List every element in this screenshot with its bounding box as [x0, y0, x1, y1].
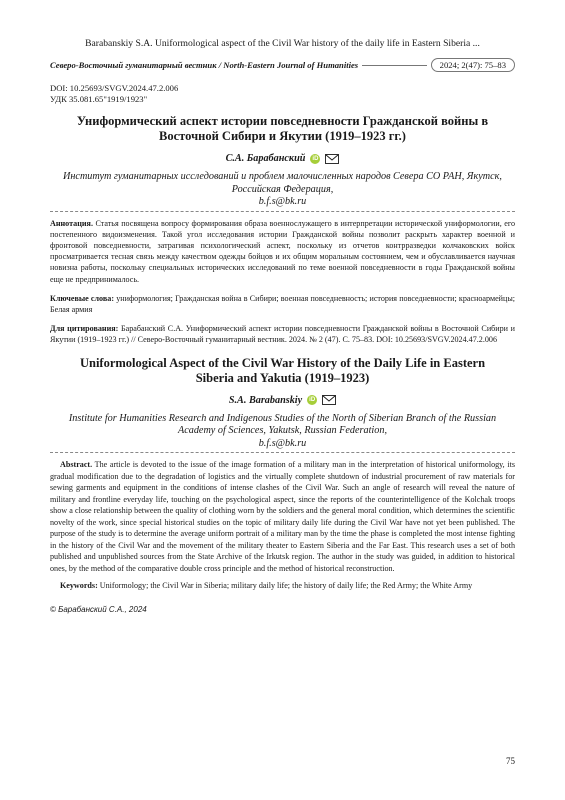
keywords-en-text: Uniformology; the Civil War in Siberia; military daily life; the history of daily life; the Red Army; the White Army [97, 581, 473, 591]
divider-en [50, 452, 515, 453]
author-ru: С.А. Барабанский [225, 153, 306, 164]
keywords-ru-label: Ключевые слова: [50, 293, 115, 303]
orcid-icon[interactable]: iD [309, 397, 316, 404]
affiliation-ru [50, 171, 515, 209]
abstract-ru-label: Аннотация. [50, 218, 93, 228]
title-en: Uniformological Aspect of the Civil War History of the Daily Life in Eastern Siberia and Yakutia (1919–1923) [79, 355, 486, 385]
article-meta [50, 83, 515, 105]
keywords-ru-text: униформология; Гражданская война в Сибири; военная повседневность; история повседневности; красноармейцы; Белая армия [50, 293, 516, 314]
email-en[interactable]: b.f.s@bk.ru [258, 437, 307, 449]
affiliation-en-text: Institute for Humanities Research and Indigenous Studies of the North of Siberian Branch of the Russian Academy of Sciences, Yakutsk, Russian Federation, [68, 412, 497, 437]
journal-header [50, 57, 515, 73]
author-line-en [50, 395, 515, 406]
mail-icon[interactable] [322, 395, 336, 405]
page-number: 75 [506, 756, 515, 766]
author-en: S.A. Barabanskiy [228, 394, 303, 406]
doi[interactable]: DOI: 10.25693/SVGV.2024.47.2.006 [50, 83, 179, 93]
citation-ru [50, 323, 515, 345]
affiliation-ru-text: Институт гуманитарных исследований и проблем малочисленных народов Севера СО РАН, Якутск, Российская Федерация, [63, 171, 502, 195]
title-ru: Униформический аспект истории повседневности Гражданской войны в Восточной Сибири и Якутии (1919–1923 гг.) [76, 114, 489, 143]
issue-badge: 2024; 2(47): 75–83 [431, 58, 515, 72]
journal-name: Северо-Восточный гуманитарный вестник / North-Eastern Journal of Humanities [50, 60, 359, 70]
email-ru[interactable]: b.f.s@bk.ru [258, 196, 307, 207]
orcid-icon[interactable]: iD [312, 155, 319, 162]
citation-ru-label: Для цитирования: [50, 324, 119, 334]
keywords-en-label: Keywords: [60, 581, 98, 591]
citation-ru-text: Барабанский С.А. Униформический аспект истории повседневности Гражданской войны в Восточной Сибири и Якутии (1919–1923 гг.) // Северо-Восточный гуманитарный вестник. 2024. № 2 (47). С. 75–83. DOI: 10.25693/SVGV.2024.47.2.006 [50, 324, 515, 345]
abstract-en [50, 459, 515, 574]
affiliation-en [50, 413, 515, 451]
abstract-ru [50, 218, 515, 285]
keywords-ru [50, 293, 515, 315]
abstract-en-text: The article is devoted to the issue of the image formation of a military man in the interpretation of historical uniformology, its gradual modification due to the degradation of logistics and the virtually complete shutdown of industrial procurement of raw materials for sewing garments and equipment in the conditions of intense clashes of the Civil War. Such an angle of research will reveal the nature of military and frontline everyday life, touching on the psychological aspect, since the reports of the counterintelligence of the Kolchak troops show a close relationship between the quality of clothing worn by the soldiers and the general moral condition, which determines the scientific novelty of the work, since special historical studies on the topic of military daily life during the Civil War have not yet been published. The purpose of the study is to determine the average uniform portrait of a military man by the time the phase is completed the most intense fighting in the history of the Civil War and the movement of the military theater to Eastern Siberia and the Far East. This research uses a set of both published and unpublished sources from the State Archive of the Irkutsk region. The author in the study was guided, in addition to historical ones, by the method of the comparative double cross principle and the method of historical reconstruction. [50, 460, 515, 573]
divider-ru [50, 211, 515, 212]
keywords-en [50, 580, 515, 592]
abstract-en-label: Abstract. [60, 460, 93, 470]
mail-icon[interactable] [325, 154, 339, 164]
journal-rule [362, 65, 426, 66]
author-line-ru [50, 153, 515, 164]
copyright: © Барабанский С.А., 2024 [50, 604, 147, 614]
running-head: Barabanskiy S.A. Uniformological aspect of the Civil War history of the daily life in Eastern Siberia ... [85, 38, 480, 49]
abstract-ru-text: Статья посвящена вопросу формирования образа военнослужащего в интерпретации исторической униформологии, его постепенного видоизменения. Такой угол исследования истории Гражданской войны позволит раскрыть характер военной и фронтовой повседневности, затрагивая психологический аспект, поскольку из отчетов контрразведки колчаковских войск просматривается тесная связь между качеством одежды бойцов и их общим моральным состоянием, чем и обуславливается научная новизна работы, поскольку специальных исторических исследований по теме военной повседневности в годы Гражданской войны еще не предпринималось. [50, 218, 515, 284]
udk: УДК 35.081.65"1919/1923" [50, 94, 148, 104]
